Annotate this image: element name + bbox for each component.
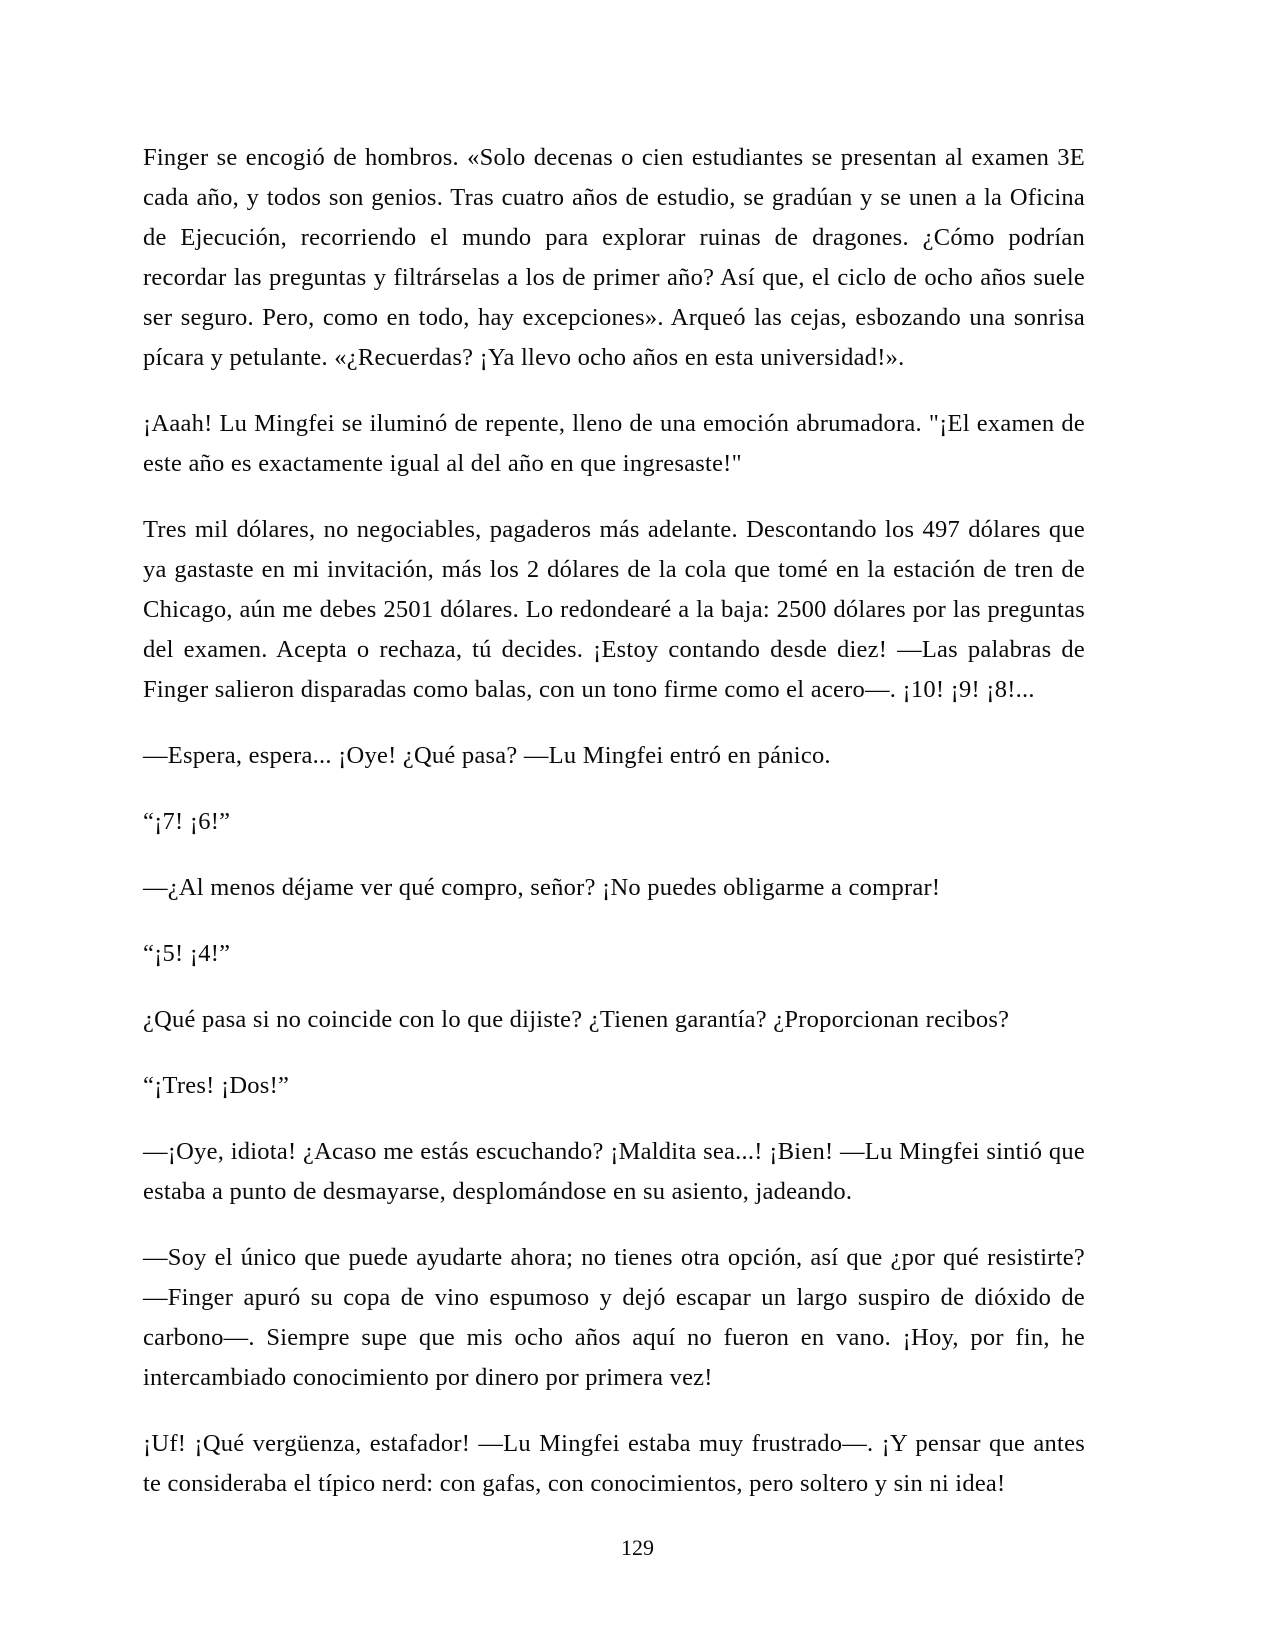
paragraph: ¡Aaah! Lu Mingfei se iluminó de repente, lleno de una emoción abrumadora. "¡El examen de este año es exactamente igual al del año en que ingresaste!": [143, 410, 1085, 477]
paragraph: Tres mil dólares, no negociables, pagaderos más adelante. Descontando los 497 dólares que ya gastaste en mi invitación, más los 2 dólares de la cola que tomé en la estación de tren de Chicago, aún me debes 2501 dólares. Lo redondearé a la baja: 2500 dólares por las preguntas del examen. Acepta o rechaza, tú decides. ¡Estoy contando desde diez! —Las palabras de Finger salieron disparadas como balas, con un tono firme como el acero—. ¡10! ¡9! ¡8!...: [143, 516, 1085, 703]
paragraph: Finger se encogió de hombros. «Solo decenas o cien estudiantes se presentan al examen 3E cada año, y todos son genios. Tras cuatro años de estudio, se gradúan y se unen a la Oficina de Ejecución, recorriendo el mundo para explorar ruinas de dragones. ¿Cómo podrían recordar las preguntas y filtrárselas a los de primer año? Así que, el ciclo de ocho años suele ser seguro. Pero, como en todo, hay excepciones». Arqueó las cejas, esbozando una sonrisa pícara y petulante. «¿Recuerdas? ¡Ya llevo ocho años en esta universidad!».: [143, 144, 1085, 371]
paragraph: ¿Qué pasa si no coincide con lo que dijiste? ¿Tienen garantía? ¿Proporcionan recibos?: [143, 1006, 1010, 1033]
paragraph: “¡Tres! ¡Dos!”: [143, 1072, 290, 1099]
paragraph: —¡Oye, idiota! ¿Acaso me estás escuchando? ¡Maldita sea...! ¡Bien! —Lu Mingfei sintió que estaba a punto de desmayarse, desplomándose en su asiento, jadeando.: [143, 1138, 1085, 1205]
paragraph: —Espera, espera... ¡Oye! ¿Qué pasa? —Lu Mingfei entró en pánico.: [143, 742, 831, 769]
paragraph: “¡7! ¡6!”: [143, 808, 231, 835]
page-number: 129: [621, 1535, 654, 1560]
paragraph: —¿Al menos déjame ver qué compro, señor? ¡No puedes obligarme a comprar!: [143, 874, 941, 901]
paragraph: “¡5! ¡4!”: [143, 940, 231, 967]
paragraph: ¡Uf! ¡Qué vergüenza, estafador! —Lu Mingfei estaba muy frustrado—. ¡Y pensar que antes te consideraba el típico nerd: con gafas, con conocimientos, pero soltero y sin ni idea!: [143, 1430, 1085, 1497]
body-text-column: [143, 138, 1085, 1504]
paragraph: —Soy el único que puede ayudarte ahora; no tienes otra opción, así que ¿por qué resistirte? —Finger apuró su copa de vino espumoso y dejó escapar un largo suspiro de dióxido de carbono—. Siempre supe que mis ocho años aquí no fueron en vano. ¡Hoy, por fin, he intercambiado conocimiento por dinero por primera vez!: [143, 1244, 1085, 1391]
